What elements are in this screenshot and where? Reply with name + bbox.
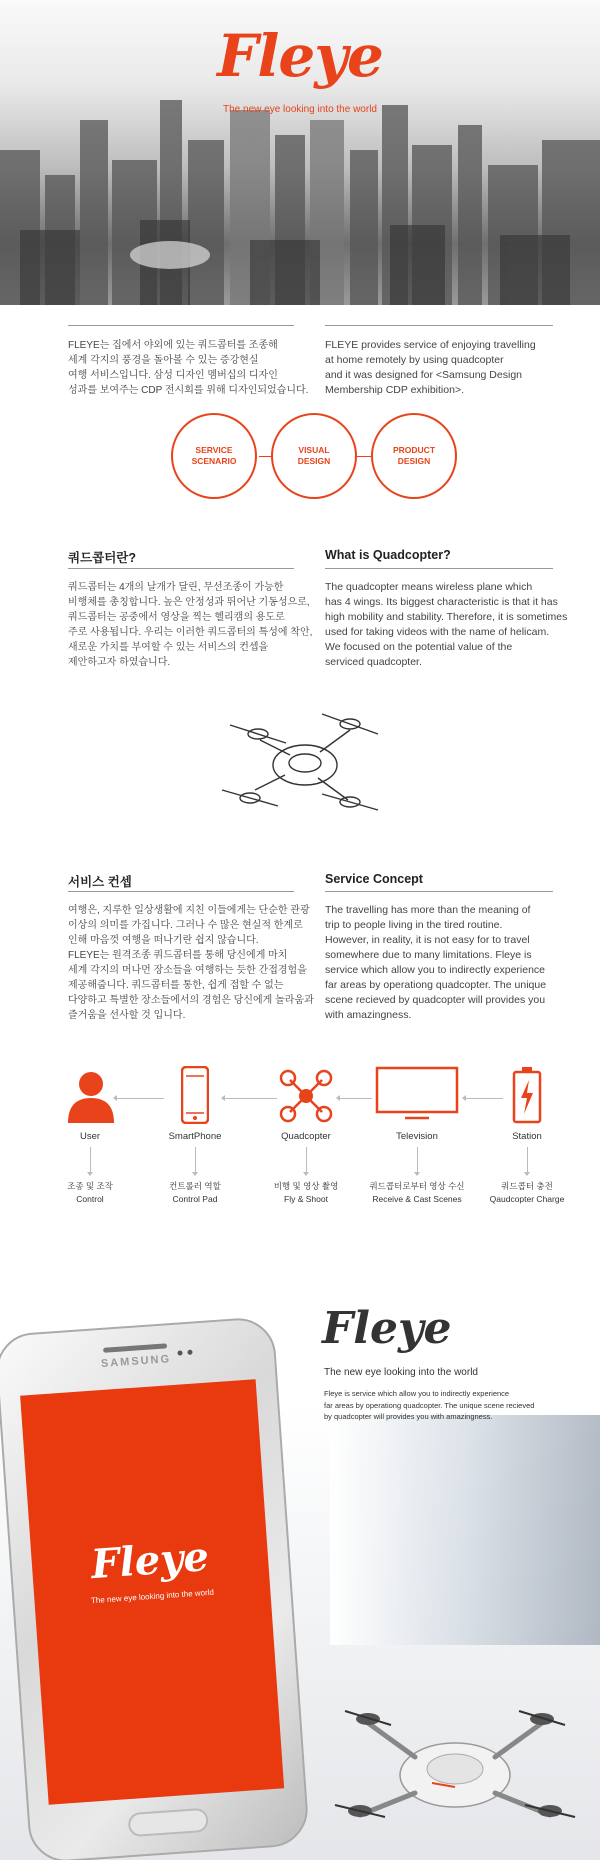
- promo-description: Fleye is service which allow you to indirectly experience far areas by operationg quadcopter. The unique scene recieved by quadcopter will provides you with amazingness.: [324, 1389, 535, 1421]
- hero-logo: Fleye: [217, 22, 383, 90]
- divider: [325, 891, 553, 892]
- quadcopter-icon: [278, 1068, 334, 1124]
- flow-sub-user: 조종 및 조작 Control: [67, 1181, 113, 1204]
- flow-sub-quadcopter: 비행 및 영상 촬영 Fly & Shoot: [273, 1181, 339, 1204]
- down-arrow: [527, 1147, 528, 1175]
- phone-app-logo: Fleye: [89, 1533, 211, 1589]
- quad-title-en: What is Quadcopter?: [325, 548, 451, 562]
- concept-title-ko: 서비스 컨셉: [68, 875, 132, 889]
- divider: [325, 325, 553, 326]
- flow-arrow: [114, 1098, 164, 1099]
- flow-label-station: Station: [512, 1131, 542, 1142]
- phone-home-button: [128, 1808, 209, 1838]
- promo-section: [0, 1255, 600, 1860]
- phone-app-tagline: The new eye looking into the world: [90, 1587, 215, 1606]
- phone-screen: [20, 1379, 284, 1804]
- promo-logo: Fleye: [322, 1303, 452, 1354]
- flow-arrow: [463, 1098, 503, 1099]
- quadcopter-product-image: [320, 1665, 590, 1855]
- quad-text-en: The quadcopter means wireless plane which has 4 wings. Its biggest characteristic is that it has high mobility and stability. Therefore, it is sometimes used for taking videos with the name of helicam. We focused on the potential value of the serviced quadcopter.: [325, 581, 568, 668]
- concept-title-en: Service Concept: [325, 872, 423, 886]
- divider: [325, 568, 553, 569]
- flow-arrow: [222, 1098, 277, 1099]
- battery-icon: [512, 1066, 542, 1124]
- service-scenario-circle: SERVICE SCENARIO: [171, 413, 257, 499]
- intro-text-ko: FLEYE는 집에서 야외에 있는 쿼드콥터를 조종해 세계 각지의 풍경을 돌아볼 수 있는 증강현실 여행 서비스입니다. 삼성 디자인 멤버십의 디자인 성과를 보여주는 CDP 전시회를 위해 디자인되었습니다.: [68, 340, 309, 396]
- flow-label-television: Television: [396, 1131, 438, 1142]
- divider: [68, 891, 294, 892]
- flow-sub-television: 쿼드콥터로부터 영상 수신 Receive & Cast Scenes: [369, 1181, 465, 1204]
- flow-label-quadcopter: Quadcopter: [281, 1131, 331, 1142]
- user-icon: [66, 1068, 116, 1124]
- down-arrow: [195, 1147, 196, 1175]
- intro-text-en: FLEYE provides service of enjoying travelling at home remotely by using quadcopter and it was designed for <Samsung Design Membership CDP exhibition>.: [325, 339, 536, 396]
- concept-text-ko: 여행은, 지루한 일상생활에 지친 이들에게는 단순한 관광 이상의 의미를 가집니다. 그러나 수 많은 현실적 한계로 인해 마음껏 여행을 떠나기란 쉽지 않습니다. FLEYE는 원격조종 쿼드콥터를 통해 당신에게 마치 세계 각지의 머나먼 장소들을 여행하는 듯한 간접경험을 제공해줍니다. 쿼드콥터를 통한, 쉽게 접할 수 없는 다양하고 특별한 장소들에서의 경험은 당신에게 놀라움과 즐거움을 선사할 것 입니다.: [68, 905, 314, 1021]
- promo-tagline: The new eye looking into the world: [324, 1367, 478, 1378]
- phone-brand: SAMSUNG: [100, 1353, 172, 1370]
- down-arrow: [90, 1147, 91, 1175]
- hero-tagline: The new eye looking into the world: [223, 104, 377, 115]
- quad-title-ko: 쿼드콥터란?: [68, 551, 137, 565]
- hero-banner: [0, 0, 600, 305]
- connector-line: [357, 456, 371, 457]
- flow-sub-station: 쿼드콥터 충전 Qaudcopter Charge: [489, 1181, 565, 1204]
- flow-label-user: User: [79, 1131, 101, 1142]
- flow-arrow: [337, 1098, 372, 1099]
- flow-label-smartphone: SmartPhone: [168, 1131, 222, 1142]
- promo-background-image: [330, 1415, 600, 1645]
- quadcopter-drawing: [200, 690, 400, 820]
- connector-line: [259, 456, 271, 457]
- down-arrow: [306, 1147, 307, 1175]
- quad-text-ko: 쿼드콥터는 4개의 날개가 달린, 무선조종이 가능한 비행체를 총칭합니다. 높은 안정성과 뛰어난 기동성으로, 쿼드콥터는 공중에서 영상을 찍는 헬리캠의 용도로 주로 사용됩니다. 우리는 이러한 쿼드콥터의 특성에 착안, 새로운 가치를 부여할 수 있는 서비스의 컨셉을 제안하고자 하였습니다.: [68, 582, 313, 668]
- visual-design-circle: VISUAL DESIGN: [271, 413, 357, 499]
- flow-sub-smartphone: 컨트롤러 역할 Control Pad: [169, 1181, 221, 1204]
- down-arrow: [417, 1147, 418, 1175]
- smartphone-icon: [181, 1066, 209, 1124]
- product-design-circle: PRODUCT DESIGN: [371, 413, 457, 499]
- divider: [68, 325, 294, 326]
- television-icon: [375, 1066, 459, 1122]
- phone-speaker: [103, 1343, 167, 1352]
- concept-text-en: The travelling has more than the meaning of trip to people living in the tired routine. However, in reality, it is not easy for to travel somewhere due to many limitations. Fleye is service which allow you to indirectly experience far areas by operationg quadcopter. The unique scene recieved by quadcopter will provides you with amazingness.: [325, 904, 547, 1021]
- smartphone-mockup: [0, 1316, 310, 1860]
- divider: [68, 568, 294, 569]
